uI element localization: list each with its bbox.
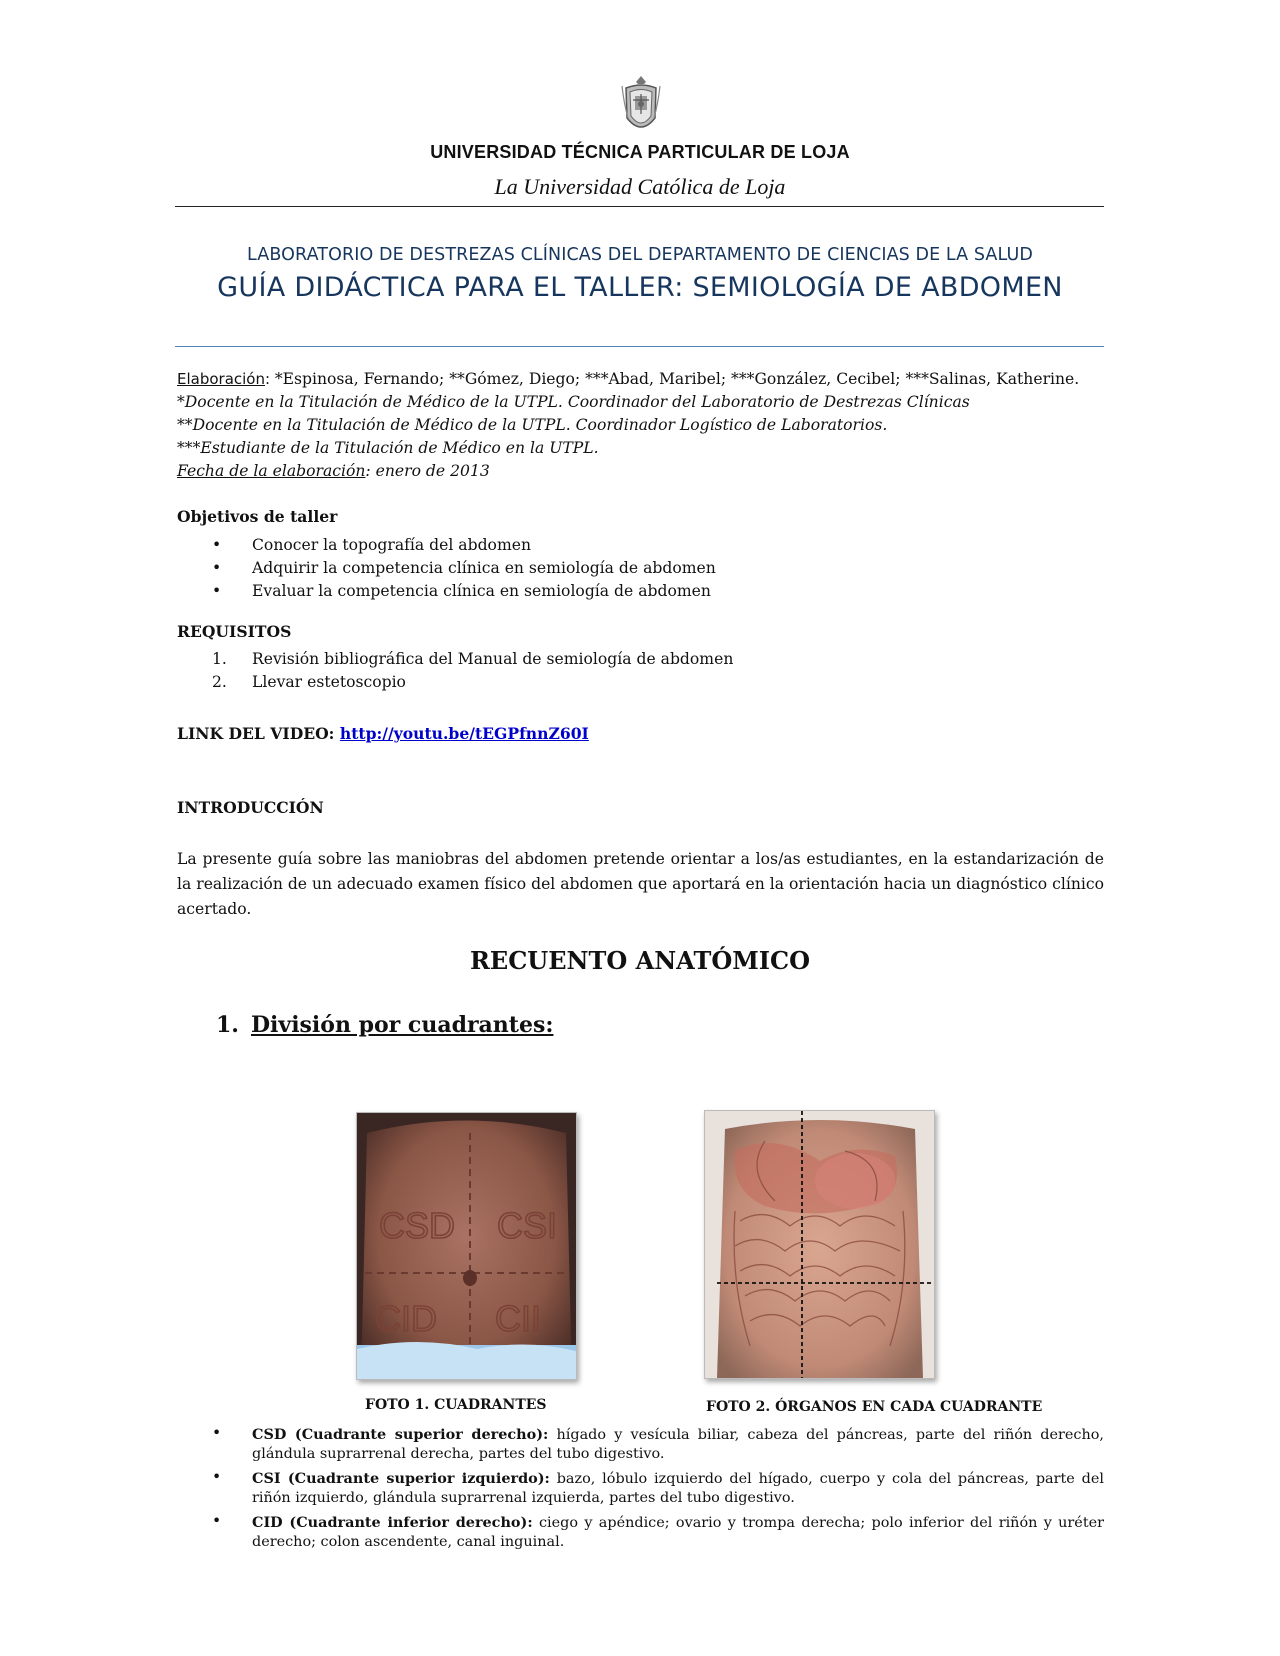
quadrant-desc: hígado y vesícula biliar, cabeza del páncreas, parte del riñón derecho, glándula suprarrenal derecha, partes del tubo digestivo. bbox=[252, 1427, 1104, 1462]
photo2-caption: FOTO 2. ÓRGANOS EN CADA CUADRANTE bbox=[706, 1399, 1043, 1415]
lab-title: LABORATORIO DE DESTREZAS CLÍNICAS DEL DEPARTAMENTO DE CIENCIAS DE LA SALUD bbox=[247, 245, 1033, 265]
quadrant-desc: ciego y apéndice; ovario y trompa derecha; polo inferior del riñón y uréter derecho; colon ascendente, canal inguinal. bbox=[252, 1515, 1104, 1550]
bullet: • bbox=[212, 582, 222, 600]
authors-label: Elaboración bbox=[177, 370, 265, 388]
quadrant-term: CSI (Cuadrante superior izquierdo): bbox=[252, 1470, 550, 1487]
bullet: • bbox=[212, 536, 222, 554]
university-motto: La Universidad Católica de Loja bbox=[494, 174, 786, 199]
section-title: RECUENTO ANATÓMICO bbox=[469, 946, 811, 975]
quadrant-label: CII bbox=[495, 1298, 542, 1339]
photo-quadrants bbox=[356, 1112, 577, 1380]
objective-item: Conocer la topografía del abdomen bbox=[252, 536, 531, 554]
author-note-1: *Docente en la Titulación de Médico de la UTPL. Coordinador del Laboratorio de Destrezas Clínicas bbox=[177, 393, 970, 411]
photo1-caption: FOTO 1. CUADRANTES bbox=[365, 1397, 547, 1413]
quadrant-label: CID bbox=[375, 1298, 437, 1339]
objectives-heading: Objetivos de taller bbox=[177, 507, 338, 526]
quadrant-term: CID (Cuadrante inferior derecho): bbox=[252, 1514, 533, 1531]
requirement-number: 2. bbox=[212, 673, 227, 691]
requirements-heading: REQUISITOS bbox=[177, 622, 292, 641]
quadrant-item bbox=[252, 1425, 1104, 1464]
bullet: • bbox=[212, 1512, 222, 1530]
video-label: LINK DEL VIDEO: bbox=[177, 724, 340, 743]
authors-names: *Espinosa, Fernando; **Gómez, Diego; ***Abad, Maribel; ***González, Cecibel; ***Salinas, Katherine. bbox=[274, 370, 1080, 388]
elaboration-date: Fecha de la elaboración: enero de 2013 bbox=[177, 462, 490, 480]
authors-line: Elaboración: *Espinosa, Fernando; **Gómez, Diego; ***Abad, Maribel; ***González, Cecibel; ***Salinas, Katherine. bbox=[177, 370, 1080, 388]
quadrant-term: CSD (Cuadrante superior derecho): bbox=[252, 1426, 549, 1443]
bullet: • bbox=[212, 1424, 222, 1442]
requirement-number: 1. bbox=[212, 650, 227, 668]
author-note-3: ***Estudiante de la Titulación de Médico en la UTPL. bbox=[177, 439, 599, 457]
header-divider bbox=[175, 206, 1104, 207]
quadrant-item bbox=[252, 1513, 1104, 1552]
author-note-2: **Docente en la Titulación de Médico de la UTPL. Coordinador Logístico de Laboratorios. bbox=[177, 416, 888, 434]
intro-paragraph: La presente guía sobre las maniobras del abdomen pretende orientar a los/as estudiantes, en la estandarización de la realización de un adecuado examen físico del abdomen que aportará en la orientación hacia un diagnóstico clínico acertado. bbox=[177, 850, 1104, 918]
photo-organs bbox=[704, 1110, 935, 1379]
quadrant-label: CSD bbox=[379, 1205, 456, 1246]
subsection-title: 1. División por cuadrantes: bbox=[216, 1012, 554, 1038]
title-divider bbox=[175, 346, 1104, 347]
university-seal-logo bbox=[618, 74, 664, 138]
objective-item: Adquirir la competencia clínica en semiología de abdomen bbox=[252, 559, 716, 577]
bullet: • bbox=[212, 559, 222, 577]
university-name: UNIVERSIDAD TÉCNICA PARTICULAR DE LOJA bbox=[430, 142, 850, 162]
bullet: • bbox=[212, 1468, 222, 1486]
objective-item: Evaluar la competencia clínica en semiología de abdomen bbox=[252, 582, 711, 600]
quadrant-desc: bazo, lóbulo izquierdo del hígado, cuerpo y cola del páncreas, parte del riñón izquierdo, glándula suprarrenal izquierda, partes del tubo digestivo. bbox=[252, 1471, 1104, 1506]
requirement-item: Revisión bibliográfica del Manual de semiología de abdomen bbox=[252, 650, 734, 668]
guide-title: GUÍA DIDÁCTICA PARA EL TALLER: SEMIOLOGÍA DE ABDOMEN bbox=[217, 272, 1063, 303]
video-link[interactable]: http://youtu.be/tEGPfnnZ60I bbox=[339, 724, 589, 743]
requirement-item: Llevar estetoscopio bbox=[252, 673, 406, 691]
video-line bbox=[177, 722, 589, 745]
intro-heading: INTRODUCCIÓN bbox=[177, 798, 324, 817]
quadrant-item bbox=[252, 1469, 1104, 1508]
quadrant-label: CSI bbox=[497, 1205, 558, 1246]
